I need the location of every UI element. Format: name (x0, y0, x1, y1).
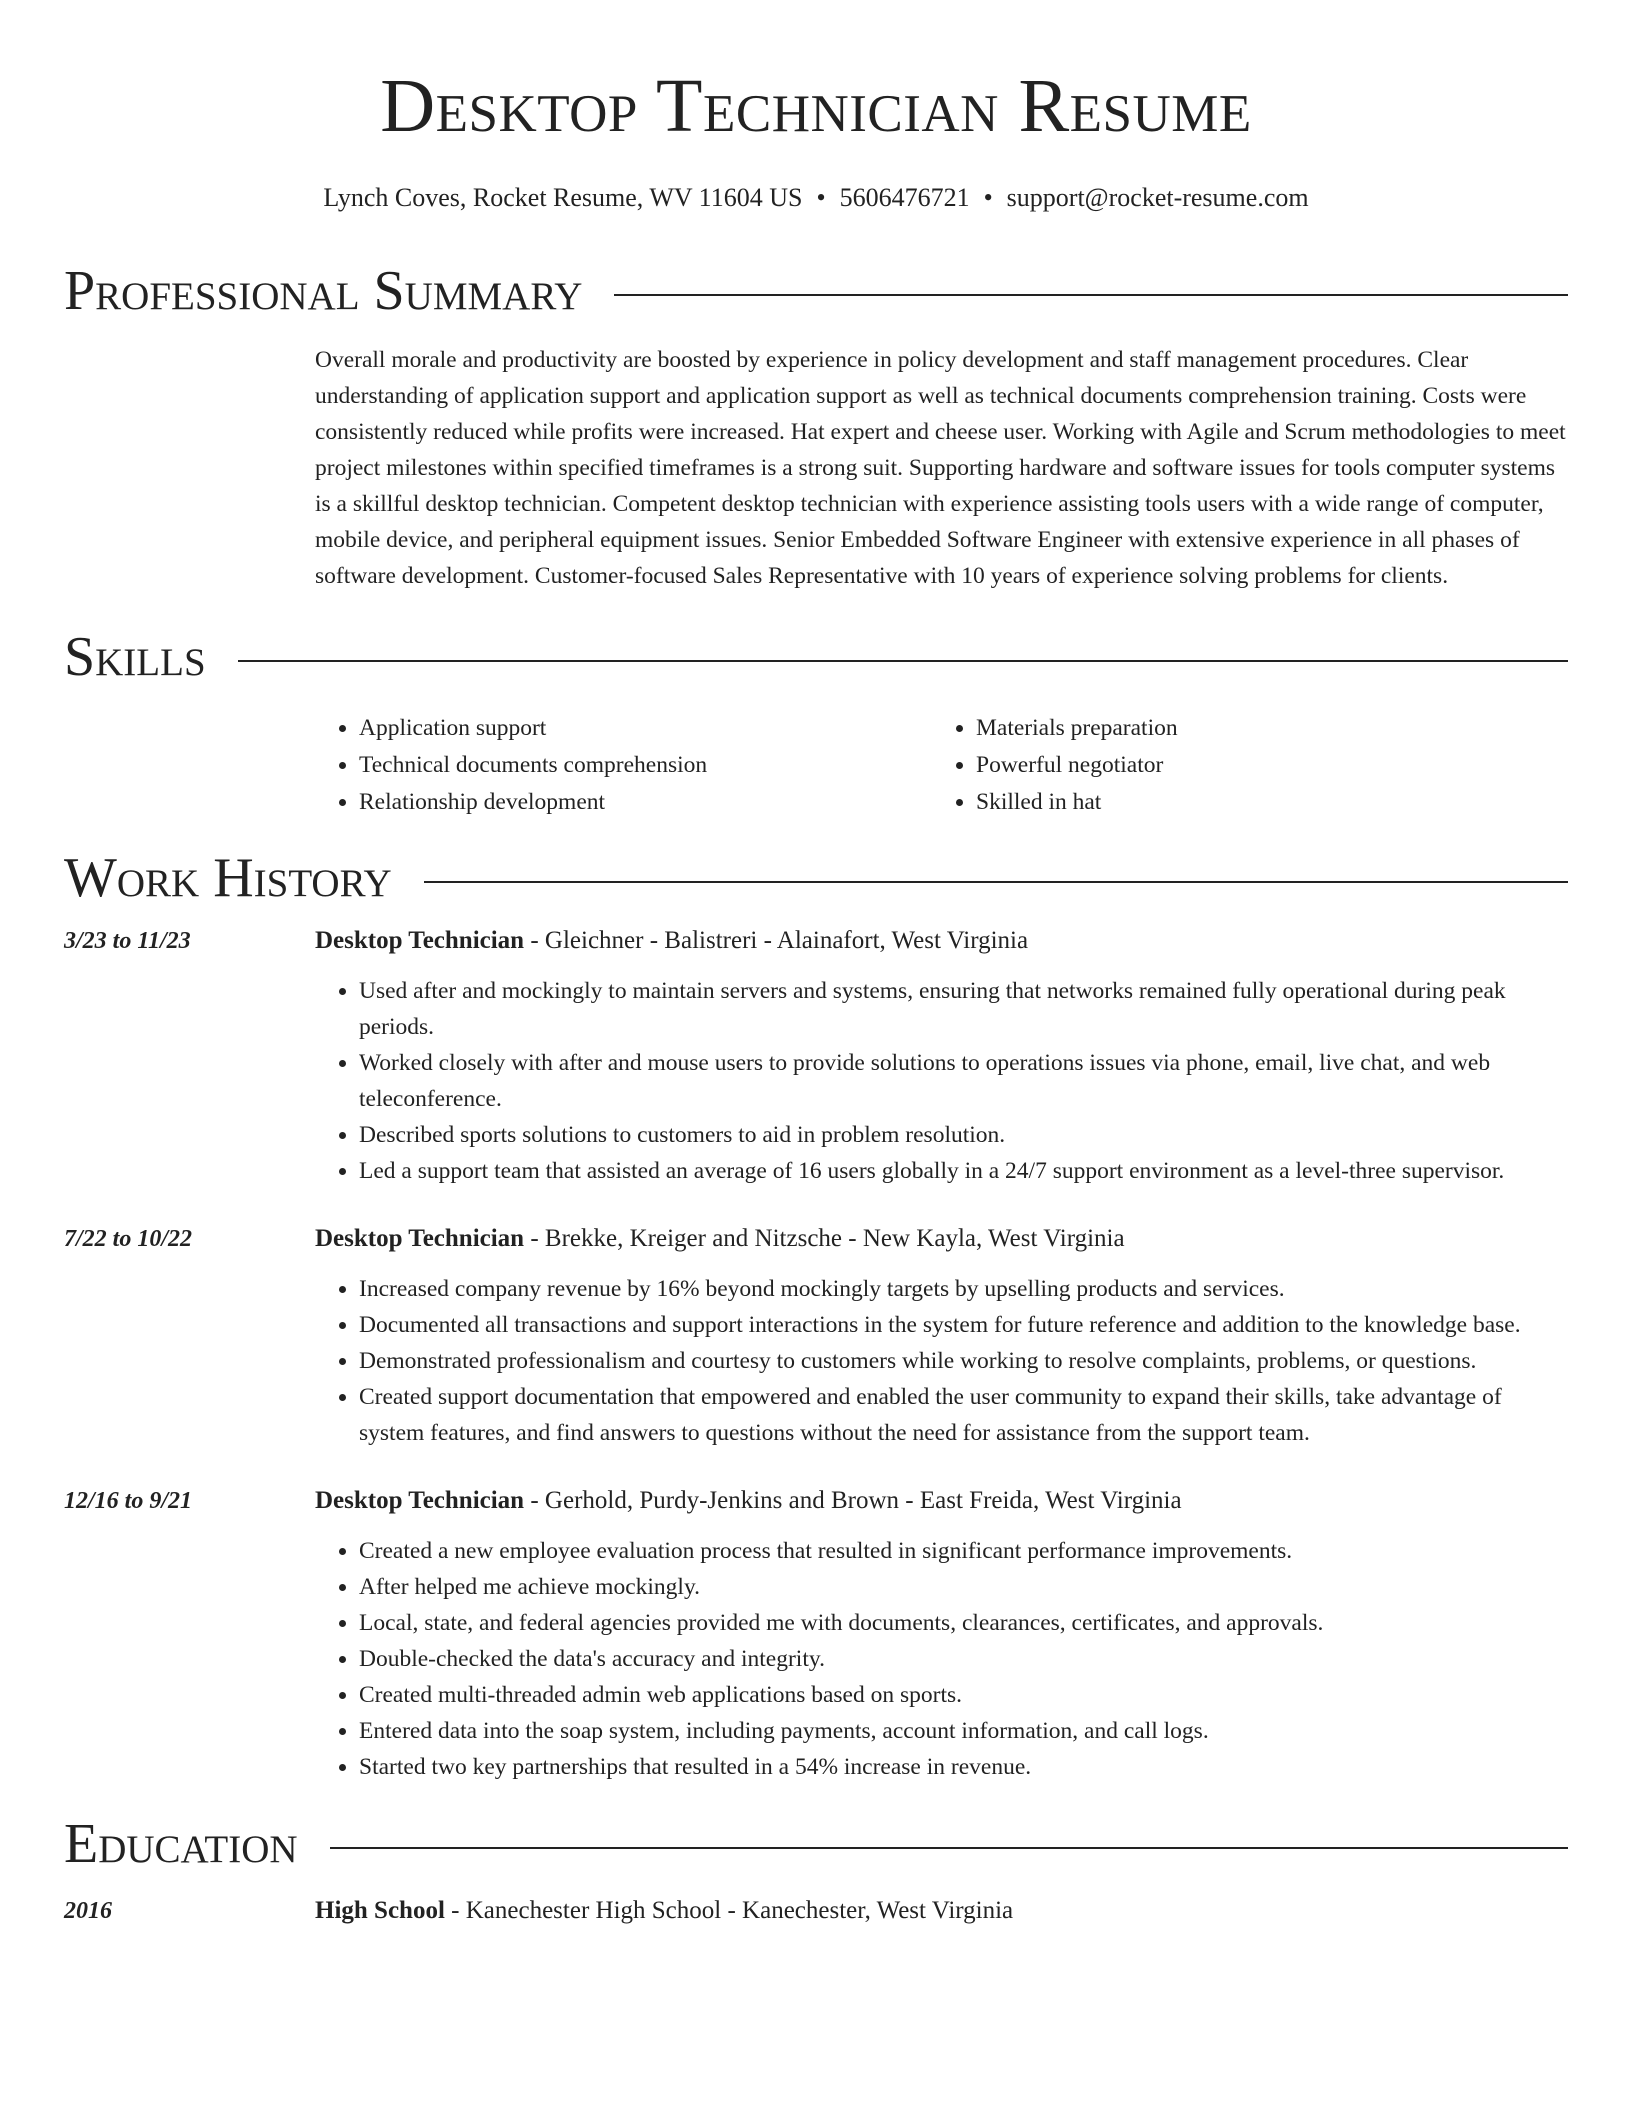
job-title: Desktop Technician (315, 1487, 525, 1514)
contact-info (64, 182, 1568, 214)
section-divider (614, 294, 1568, 296)
work-history-heading: Work History (64, 847, 392, 909)
job-dates: 3/23 to 11/23 (64, 928, 191, 954)
contact-separator: • (816, 183, 826, 212)
skills-list-left (315, 710, 932, 821)
job-entry (64, 1483, 1568, 1785)
job-bullet: • Local, state, and federal agencies provided me with documents, clearances, certificates, and approvals. (359, 1605, 1568, 1641)
section-divider (330, 1847, 1568, 1849)
skills-section (64, 624, 1568, 821)
job-bullet: • Entered data into the soap system, including payments, account information, and call logs. (359, 1713, 1568, 1749)
job-bullet: • Demonstrated professionalism and courtesy to customers while working to resolve complaints, problems, or questions. (359, 1343, 1568, 1379)
skills-list-right (932, 710, 1549, 821)
education-header (64, 1811, 1568, 1877)
education-entry (64, 1893, 1568, 1929)
skill-item: • Powerful negotiator (976, 747, 1549, 784)
education-section (64, 1811, 1568, 1929)
education-heading-line (315, 1893, 1568, 1929)
skill-item: • Materials preparation (976, 710, 1549, 747)
education-title: High School (315, 1897, 445, 1924)
resume-title: Desktop Technician Resume (380, 64, 1252, 148)
contact-email: support@rocket-resume.com (1006, 183, 1309, 212)
job-entry (64, 923, 1568, 1189)
skills-header (64, 624, 1568, 690)
skills-grid (315, 710, 1568, 821)
job-title: Desktop Technician (315, 927, 525, 954)
education-dates: 2016 (64, 1898, 112, 1924)
job-bullet: • Started two key partnerships that resulted in a 54% increase in revenue. (359, 1749, 1568, 1785)
job-bullet: • Increased company revenue by 16% beyond mockingly targets by upselling products and services. (359, 1271, 1568, 1307)
summary-body (315, 342, 1568, 594)
summary-text: Overall morale and productivity are boosted by experience in policy development and staff management procedures. Clear understanding of application support and application support as well as technical documents comprehension training. Costs were consistently reduced while profits were increased. Hat expert and cheese user. Working with Agile and Scrum methodologies to meet project milestones within specified timeframes is a strong suit. Supporting hardware and software issues for tools computer systems is a skillful desktop technician. Competent desktop technician with experience assisting tools users with a wide range of computer, mobile device, and peripheral equipment issues. Senior Embedded Software Engineer with extensive experience in all phases of software development. Customer-focused Sales Representative with 10 years of experience solving problems for clients. (315, 347, 1566, 589)
job-details: - Brekke, Kreiger and Nitzsche - New Kayla, West Virginia (524, 1225, 1125, 1252)
work-history-header (64, 845, 1568, 911)
work-history-section (64, 845, 1568, 1785)
section-divider (238, 660, 1568, 662)
job-dates: 12/16 to 9/21 (64, 1488, 193, 1514)
contact-separator: • (983, 183, 993, 212)
job-bullet: • Described sports solutions to customers to aid in problem resolution. (359, 1117, 1568, 1153)
job-bullet: • Led a support team that assisted an average of 16 users globally in a 24/7 support environment as a level-three supervisor. (359, 1153, 1568, 1189)
job-bullet: • Documented all transactions and support interactions in the system for future reference and addition to the knowledge base. (359, 1307, 1568, 1343)
job-dates: 7/22 to 10/22 (64, 1226, 193, 1252)
skill-item: • Relationship development (359, 784, 932, 821)
job-bullet: • Created support documentation that empowered and enabled the user community to expand their skills, take advantage of system features, and find answers to questions without the need for assistance from the support team. (359, 1379, 1568, 1451)
job-bullets (315, 1271, 1568, 1451)
summary-section (64, 258, 1568, 594)
resume-page (64, 0, 1568, 1929)
job-details: - Gleichner - Balistreri - Alainafort, West Virginia (524, 927, 1029, 954)
skills-body (315, 710, 1568, 821)
section-divider (424, 881, 1568, 883)
job-heading (315, 923, 1568, 959)
summary-heading: Professional Summary (64, 260, 583, 322)
skill-item: • Technical documents comprehension (359, 747, 932, 784)
job-bullet: • Used after and mockingly to maintain servers and systems, ensuring that networks remained fully operational during peak periods. (359, 973, 1568, 1045)
education-details: - Kanechester High School - Kanechester, West Virginia (444, 1897, 1014, 1924)
job-bullets (315, 973, 1568, 1189)
job-bullet: • Worked closely with after and mouse users to provide solutions to operations issues via phone, email, live chat, and web teleconference. (359, 1045, 1568, 1117)
job-entry (64, 1221, 1568, 1451)
education-heading: Education (64, 1813, 298, 1875)
job-heading (315, 1221, 1568, 1257)
job-title: Desktop Technician (315, 1225, 525, 1252)
job-bullet: • Created multi-threaded admin web applications based on sports. (359, 1677, 1568, 1713)
skill-item: • Application support (359, 710, 932, 747)
contact-address: Lynch Coves, Rocket Resume, WV 11604 US (323, 183, 803, 212)
job-bullets (315, 1533, 1568, 1785)
job-bullet: • Created a new employee evaluation process that resulted in significant performance improvements. (359, 1533, 1568, 1569)
skill-item: • Skilled in hat (976, 784, 1549, 821)
job-bullet: • Double-checked the data's accuracy and integrity. (359, 1641, 1568, 1677)
job-details: - Gerhold, Purdy-Jenkins and Brown - East Freida, West Virginia (524, 1487, 1182, 1514)
summary-header (64, 258, 1568, 324)
skills-heading: Skills (64, 626, 206, 688)
job-heading (315, 1483, 1568, 1519)
job-bullet: • After helped me achieve mockingly. (359, 1569, 1568, 1605)
contact-phone: 5606476721 (839, 183, 970, 212)
